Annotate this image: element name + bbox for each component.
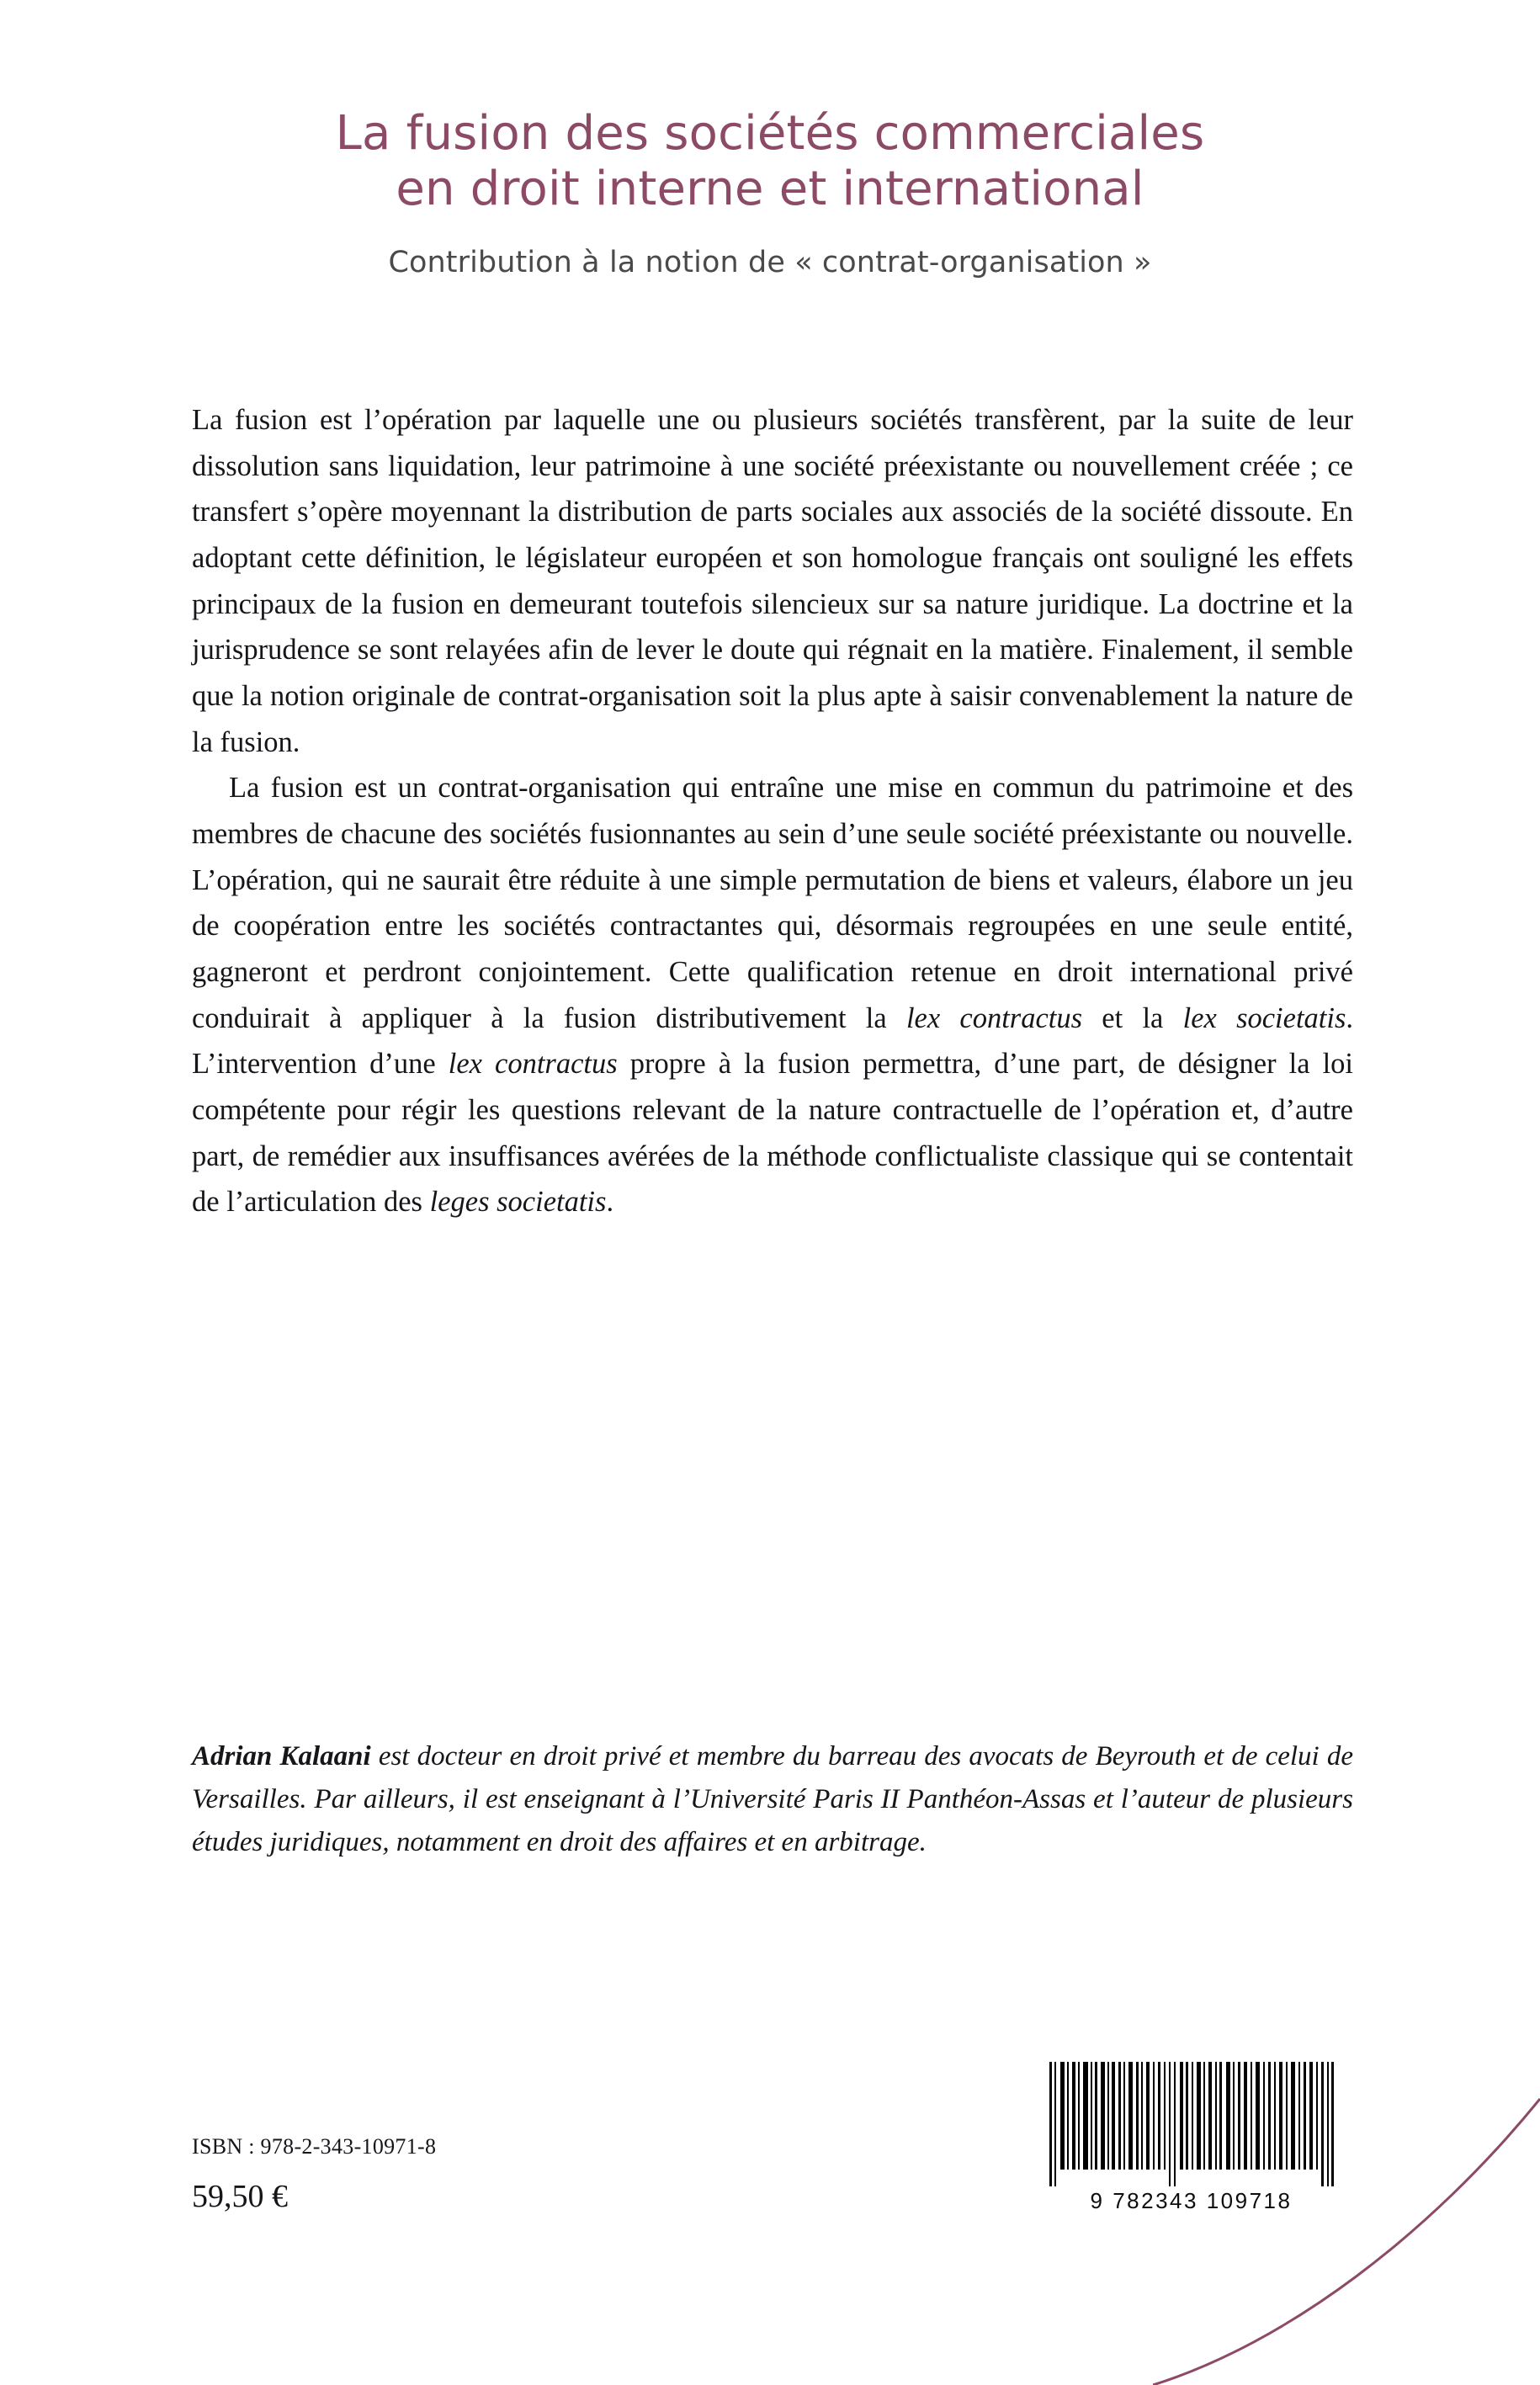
blurb-p2-segment-2: et la — [1082, 1001, 1183, 1034]
blurb-p2-italic-1: lex contractus — [905, 1001, 1083, 1034]
author-name: Adrian Kalaani — [192, 1741, 371, 1771]
blurb-p2-italic-4: leges societatis — [429, 1186, 607, 1219]
blurb-p2-segment-5: . — [606, 1186, 614, 1219]
author-biography — [192, 1735, 1353, 1864]
blurb-p2-segment-3: . L’intervention d’une — [192, 1001, 1354, 1081]
blurb-p2-segment-1: La fusion est un contrat-organisation qui entraîne une mise en commun du patrimoine et des membres de chacune des sociétés fusionnantes au sein d’une seule société préexistante ou nouvelle. L’opération, qui ne saurait être réduite à une simple permutation de biens et valeurs, élabore un jeu de coopération entre les sociétés contractantes qui, désormais regroupées en une seule entité, gagneront et perdront conjointement. Cette qualification retenue en droit international privé conduirait à appliquer à la fusion distributivement la — [192, 772, 1353, 1034]
book-title-line-1: La fusion des sociétés commerciales — [335, 106, 1205, 161]
title-block — [0, 106, 1540, 283]
book-subtitle: Contribution à la notion de « contrat-organisation » — [388, 246, 1152, 280]
price-text: 59,50 € — [192, 2179, 288, 2214]
blurb-paragraph-1: La fusion est l’opération par laquelle une ou plusieurs sociétés transfèrent, par la suite de leur dissolution sans liquidation, leur patrimoine à une société préexistante ou nouvellement créée ; ce transfert s’opère moyennant la distribution de parts sociales aux associés de la société dissoute. En adoptant cette définition, le législateur européen et son homologue français ont souligné les effets principaux de la fusion en demeurant toutefois silencieux sur sa nature juridique. La doctrine et la jurisprudence se sont relayées afin de lever le doute qui régnait en la matière. Finalement, il semble que la notion originale de contrat-organisation soit la plus apte à saisir convenablement la nature de la fusion. — [192, 404, 1353, 758]
blurb-p2-italic-3: lex contractus — [448, 1048, 618, 1081]
barcode-bars-icon — [1046, 2062, 1336, 2186]
isbn-text: ISBN : 978-2-343-10971-8 — [192, 2134, 437, 2159]
barcode — [1046, 2062, 1336, 2214]
author-bio-text: est docteur en droit privé et membre du barreau des avocats de Beyrouth et de celui de Versailles. Par ailleurs, il est enseignant à l’Université Paris II Panthéon-Assas et l’auteur de plusieurs études juridiques, notamment en droit des affaires et en arbitrage. — [192, 1741, 1353, 1858]
blurb-p2-segment-4: propre à la fusion permettra, d’une part, de désigner la loi compétente pour régir les questions relevant de la nature contractuelle de l’opération et, d’autre part, de remédier aux insuffisances avérées de la méthode conflictualiste classique qui se contentait de l’articulation des — [192, 1048, 1354, 1219]
book-title-line-2: en droit interne et international — [396, 162, 1144, 217]
blurb-paragraph-2 — [192, 765, 1353, 1225]
barcode-digits: 9 782343 109718 — [1090, 2188, 1293, 2213]
page-title — [151, 106, 1389, 217]
blurb-text — [192, 397, 1353, 1225]
blurb-p2-italic-2: lex societatis — [1182, 1001, 1346, 1034]
